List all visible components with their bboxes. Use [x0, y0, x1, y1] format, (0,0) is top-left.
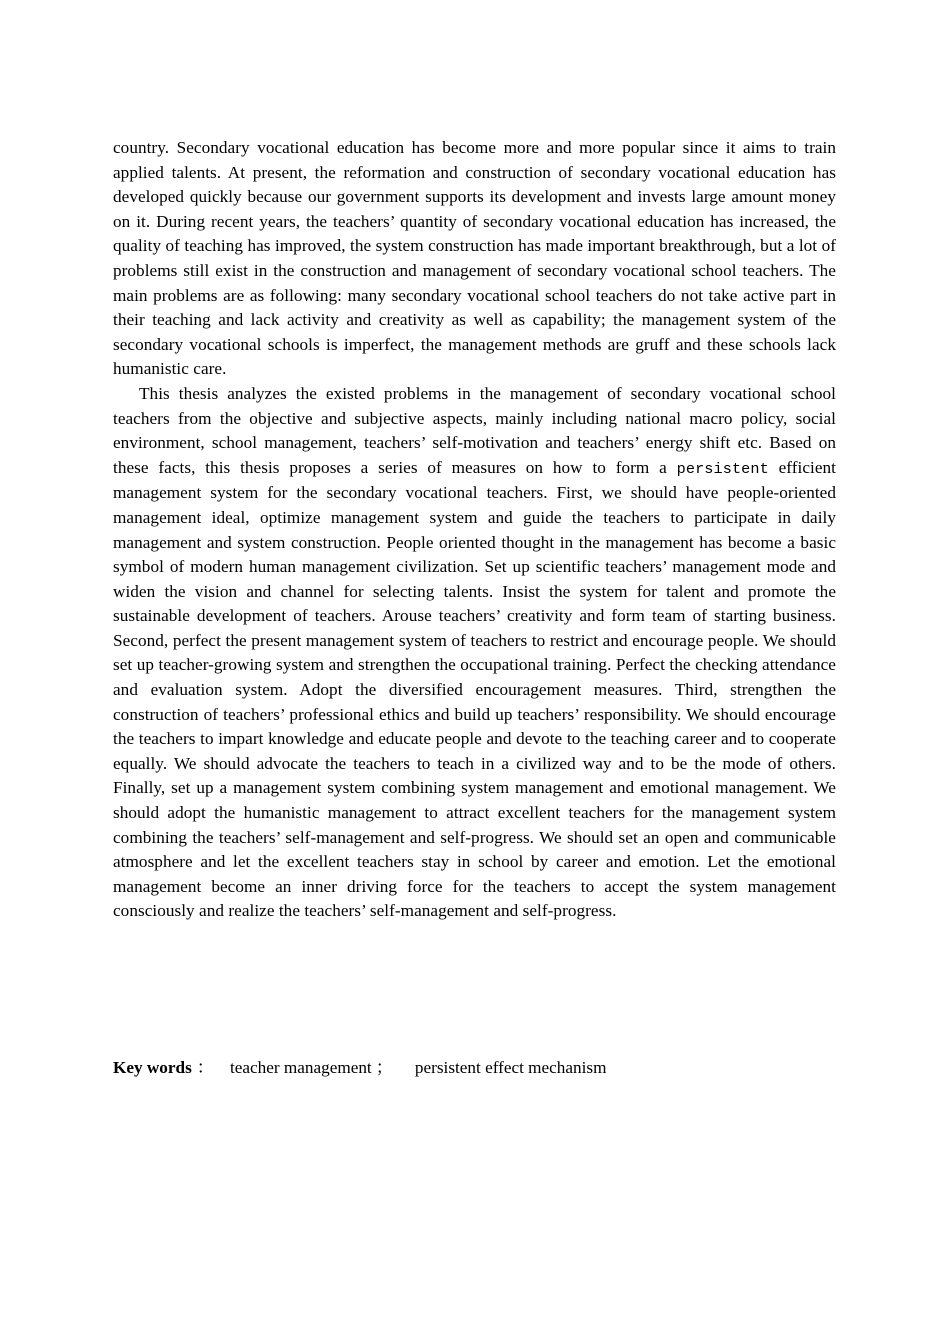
paragraph-text-tail: efficient management system for the secondary vocational teachers. First, we should have people-oriented management ideal, optimize management system and guide the teachers to participate in daily management and system construction. People oriented thought in the management has become a basic symbol of modern human management civilization. Set up scientific teachers’ management mode and widen the vision and channel for selecting talents. Insist the system for talent and promote the sustainable development of teachers. Arouse teachers’ creativity and form team of starting business. Second, perfect the present management system of teachers to restrict and encourage people. We should set up teacher-growing system and strengthen the occupational training. Perfect the checking attendance and evaluation system. Adopt the diversified encouragement measures. Third, strengthen the construction of teachers’ professional ethics and build up teachers’ responsibility. We should encourage the teachers to impart knowledge and educate people and devote to the teaching career and to cooperate equally. We should advocate the teachers to teach in a civilized way and to be the mode of others. Finally, set up a management system combining system management and emotional management. We should adopt the humanistic management to attract excellent teachers for the management system combining the teachers’ self-management and self-progress. We should set an open and communicable atmosphere and let the excellent teachers stay in school by career and emotion. Let the emotional management become an inner driving force for the teachers to accept the system management consciously and realize the teachers’ self-management and self-progress. [113, 457, 837, 921]
keywords-label: Key words [113, 1058, 192, 1077]
paragraph-abstract-continued [113, 136, 836, 382]
keyword-term-1: teacher management [229, 1058, 372, 1077]
keywords-colon: ： [196, 1058, 214, 1077]
body-text-column [113, 136, 836, 924]
keyword-term-2: persistent effect mechanism [414, 1058, 607, 1077]
keywords-line [113, 1056, 836, 1081]
paragraph-thesis-summary [113, 382, 836, 924]
keywords-separator: ； [375, 1058, 393, 1077]
paragraph-text: country. Secondary vocational education has become more and more popular since it aims to train applied talents. At present, the reformation and construction of secondary vocational education has developed quickly because our government supports its development and invests large amount money on it. During recent years, the teachers’ quantity of secondary vocational education has increased, the quality of teaching has improved, the system construction has made important breakthrough, but a lot of problems still exist in the construction and management of secondary vocational school teachers. The main problems are as following: many secondary vocational school teachers do not take active part in their teaching and lack activity and creativity as well as capability; the management system of the secondary vocational schools is imperfect, the management methods are gruff and these schools lack humanistic care. [113, 138, 836, 379]
paragraph-text-lead: This thesis analyzes the existed problems in the management of secondary vocational school teachers from the objective and subjective aspects, mainly including national macro policy, social environment, school management, teachers’ self-motivation and teachers’ energy shift etc. Based on these facts, this thesis proposes a series of measures on how to form a [113, 383, 836, 477]
monospace-highlight-word: persistent [676, 459, 769, 478]
